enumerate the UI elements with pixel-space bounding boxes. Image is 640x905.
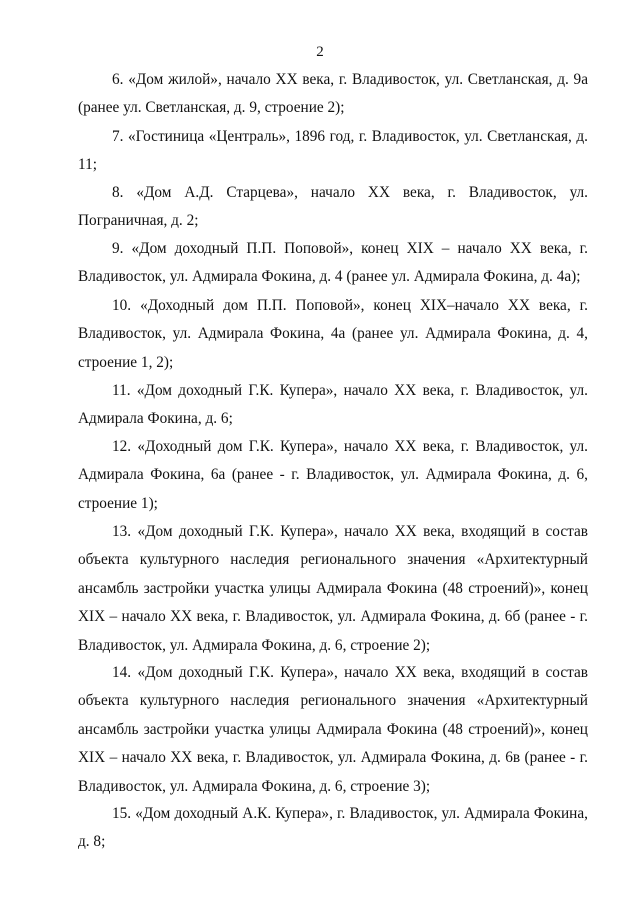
list-item-12: 12. «Доходный дом Г.К. Купера», начало XX века, г. Владивосток, ул. Адмирала Фокина, 6а (ранее - г. Владивосток, ул. Адмирала Фокина, д. 6, строение 1); <box>78 438 588 512</box>
list-item-6: 6. «Дом жилой», начало XX века, г. Владивосток, ул. Светланская, д. 9а (ранее ул. Светланская, д. 9, строение 2); <box>78 71 588 117</box>
list-item-14: 14. «Дом доходный Г.К. Купера», начало XX века, входящий в состав объекта культурного наследия регионального значения «Архитектурный ансамбль застройки участка улицы Адмирала Фокина (48 строений)», конец XIX – начало XX века, г. Владивосток, ул. Адмирала Фокина, д. 6в (ранее - г. Владивосток, ул. Адмирала Фокина, д. 6, строение 3); <box>78 664 588 795</box>
list-item-10: 10. «Доходный дом П.П. Поповой», конец XIX–начало XX века, г. Владивосток, ул. Адмирала Фокина, 4а (ранее ул. Адмирала Фокина, д. 4, строение 1, 2); <box>78 297 588 371</box>
list-item-8: 8. «Дом А.Д. Старцева», начало XX века, г. Владивосток, ул. Пограничная, д. 2; <box>78 184 588 230</box>
list-item-13: 13. «Дом доходный Г.К. Купера», начало XX века, входящий в состав объекта культурного наследия регионального значения «Архитектурный ансамбль застройки участка улицы Адмирала Фокина (48 строений)», конец XIX – начало XX века, г. Владивосток, ул. Адмирала Фокина, д. 6б (ранее - г. Владивосток, ул. Адмирала Фокина, д. 6, строение 2); <box>78 523 588 654</box>
list-item-7: 7. «Гостиница «Централь», 1896 год, г. Владивосток, ул. Светланская, д. 11; <box>78 128 588 174</box>
page-number: 2 <box>316 44 324 60</box>
list-item-15: 15. «Дом доходный А.К. Купера», г. Владивосток, ул. Адмирала Фокина, д. 8; <box>78 805 588 851</box>
list-item-11: 11. «Дом доходный Г.К. Купера», начало XX века, г. Владивосток, ул. Адмирала Фокина, д. 6; <box>78 382 588 428</box>
list-item-9: 9. «Дом доходный П.П. Поповой», конец XIX – начало XX века, г. Владивосток, ул. Адмирала Фокина, д. 4 (ранее ул. Адмирала Фокина, д. 4а); <box>78 240 588 286</box>
